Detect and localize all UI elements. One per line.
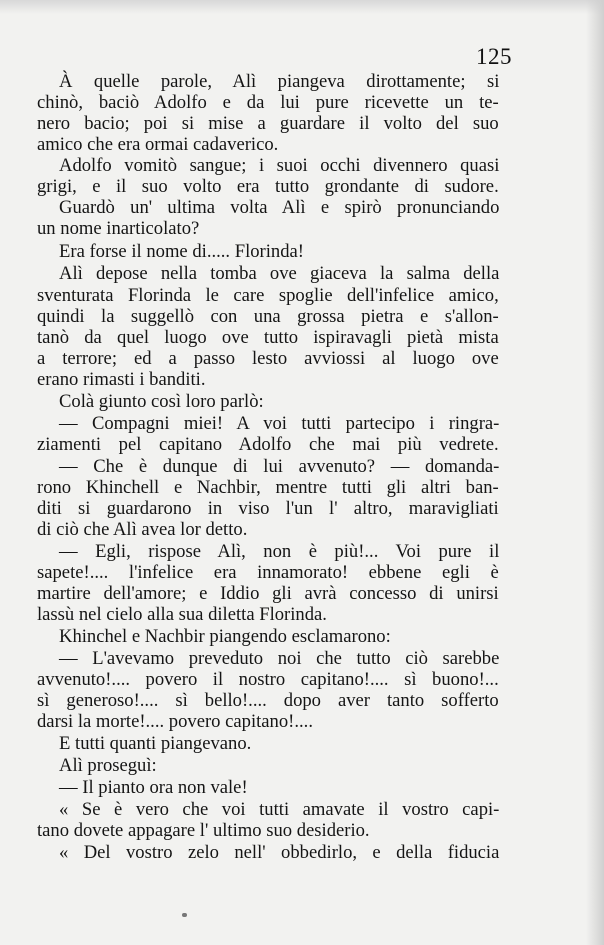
text-line: ziamenti pel capitano Adolfo che mai più vedrete. xyxy=(37,434,499,455)
text-line: — Il pianto ora non vale! xyxy=(59,777,248,798)
text-line: À quelle parole, Alì piangeva dirottamente; si xyxy=(59,71,500,92)
text-line: tano dovete appagare l' ultimo suo desiderio. xyxy=(37,820,370,841)
text-line: a terrore; ed a passo lesto avviossi al luogo ove xyxy=(37,348,499,369)
text-line: — Compagni miei! A voi tutti partecipo i ringra- xyxy=(59,413,500,434)
scan-shadow-top xyxy=(0,0,604,14)
text-line: erano rimasti i banditi. xyxy=(37,369,206,390)
text-line: rono Khinchell e Nachbir, mentre tutti gli altri ban- xyxy=(37,477,499,498)
text-line: nero bacio; poi si mise a guardare il volto del suo xyxy=(37,113,499,134)
text-line: Guardò un' ultima volta Alì e spirò pronunciando xyxy=(59,197,500,218)
text-line: Adolfo vomitò sangue; i suoi occhi divennero quasi xyxy=(59,155,500,176)
text-line: Khinchel e Nachbir piangendo esclamarono: xyxy=(59,626,391,647)
text-line: martire dell'amore; e Iddio gli avrà concesso di unirsi xyxy=(37,583,499,604)
text-line: E tutti quanti piangevano. xyxy=(59,733,252,754)
page-number: 125 xyxy=(476,44,512,69)
text-line: sapete!.... l'infelice era innamorato! ebbene egli è xyxy=(37,562,499,583)
text-line: sventurata Florinda le care spoglie dell'infelice amico, xyxy=(37,285,499,306)
scan-shadow-right xyxy=(586,0,604,945)
text-line: diti si guardarono in viso l'un l' altro, maravigliati xyxy=(37,498,499,519)
text-line: quindi la suggellò con una grossa pietra e s'allon- xyxy=(37,306,499,327)
printer-speck xyxy=(182,913,187,917)
text-line: darsi la morte!.... povero capitano!.... xyxy=(37,711,313,732)
text-line: grigi, e il suo volto era tutto grondante di sudore. xyxy=(37,176,499,197)
text-line: Alì depose nella tomba ove giaceva la salma della xyxy=(59,263,500,284)
text-line: sì generoso!.... sì bello!.... dopo aver tanto sofferto xyxy=(37,690,499,711)
text-line: di ciò che Alì avea lor detto. xyxy=(37,519,248,540)
text-line: avvenuto!.... povero il nostro capitano!.... sì buono!... xyxy=(37,669,499,690)
text-line: — Egli, rispose Alì, non è più!... Voi pure il xyxy=(59,541,500,562)
text-line: tanò da quel luogo ove tutto ispiravagli pietà mista xyxy=(37,327,499,348)
text-line: « Del vostro zelo nell' obbedirlo, e della fiducia xyxy=(59,842,500,863)
text-line: — Che è dunque di lui avvenuto? — domanda- xyxy=(59,456,500,477)
text-line: chinò, baciò Adolfo e da lui pure ricevette un te- xyxy=(37,92,499,113)
text-line: Era forse il nome di..... Florinda! xyxy=(59,241,305,262)
text-line: lassù nel cielo alla sua diletta Florinda. xyxy=(37,604,327,625)
text-line: Colà giunto così loro parlò: xyxy=(59,391,264,412)
text-line: Alì proseguì: xyxy=(59,755,157,776)
text-line: un nome inarticolato? xyxy=(37,218,200,239)
text-line: amico che era ormai cadaverico. xyxy=(37,134,279,155)
text-line: « Se è vero che voi tutti amavate il vostro capi- xyxy=(59,799,500,820)
text-line: — L'avevamo preveduto noi che tutto ciò sarebbe xyxy=(59,648,500,669)
